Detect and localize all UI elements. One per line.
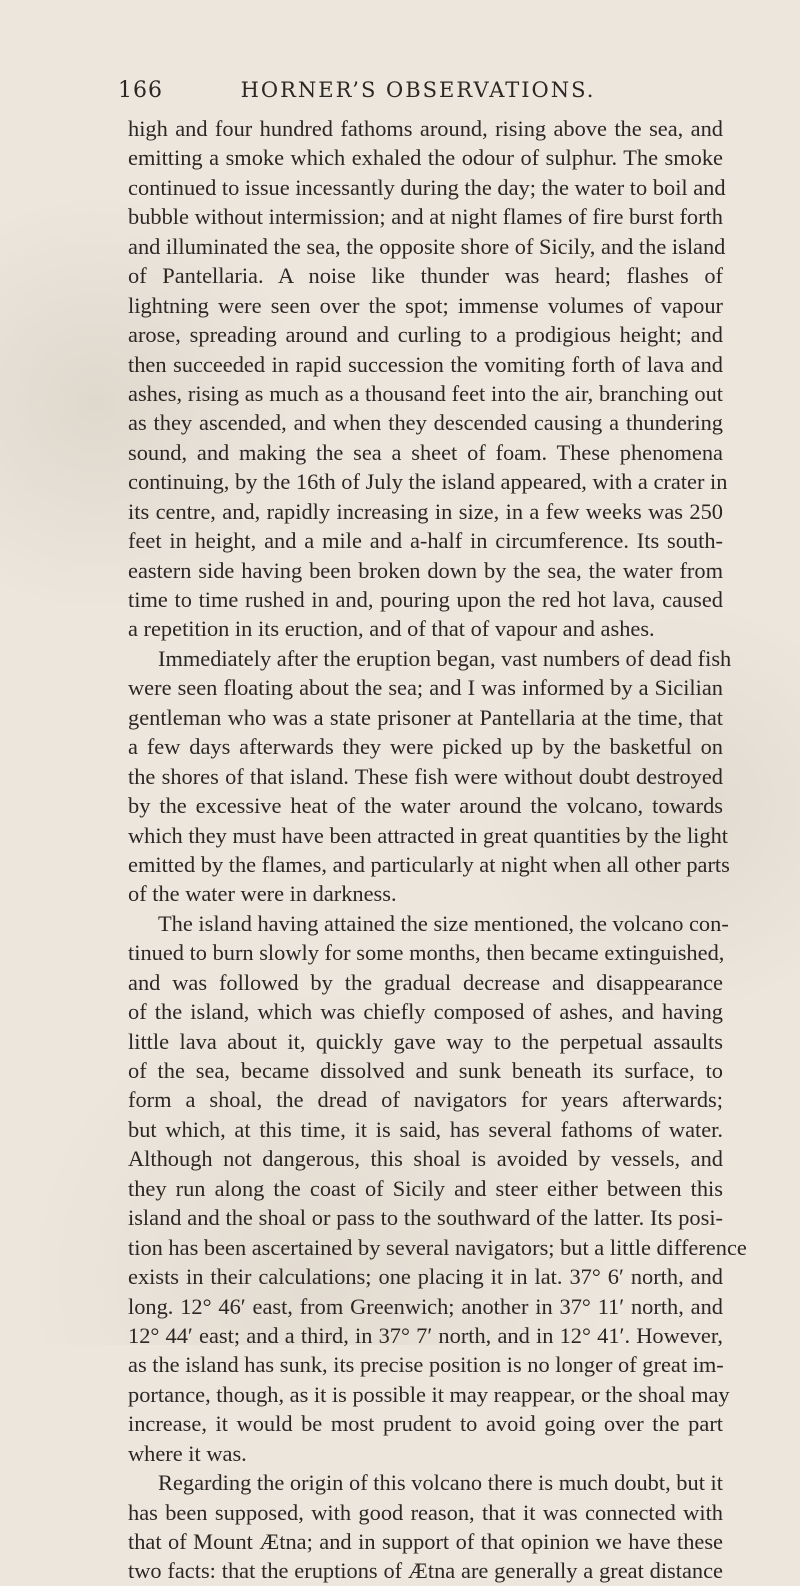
text-line: time to time rushed in and, pouring upon the red hot lava, caused bbox=[128, 587, 723, 612]
text-line: by the excessive heat of the water around the volcano, towards bbox=[128, 793, 723, 819]
paragraph bbox=[128, 114, 728, 644]
paragraph bbox=[128, 1468, 723, 1586]
text-line: of the water were in darkness. bbox=[128, 881, 397, 907]
text-line: The island having attained the size mentioned, the volcano con- bbox=[158, 910, 729, 936]
text-line: feet in height, and a mile and a-half in circumference. Its south- bbox=[128, 528, 723, 554]
text-line: portance, though, as it is possible it may reappear, or the shoal may bbox=[128, 1381, 730, 1407]
text-line: Immediately after the eruption began, vast numbers of dead fish bbox=[158, 645, 732, 671]
page-header bbox=[118, 78, 718, 108]
text-line: of the sea, became dissolved and sunk beneath its surface, to bbox=[128, 1058, 723, 1083]
text-line: its centre, and, rapidly increasing in size, in a few weeks was 250 bbox=[128, 498, 723, 524]
running-head: HORNER’S OBSERVATIONS. bbox=[240, 78, 596, 102]
text-line: bubble without intermission; and at night flames of fire burst forth bbox=[128, 204, 723, 230]
text-line: which they must have been attracted in great quantities by the light bbox=[128, 822, 729, 848]
text-line: little lava about it, quickly gave way to the perpetual assaults bbox=[128, 1028, 723, 1054]
text-line: Although not dangerous, this shoal is avoided by vessels, and bbox=[128, 1146, 723, 1172]
text-line: long. 12° 46′ east, from Greenwich; another in 37° 11′ north, and bbox=[128, 1293, 723, 1319]
text-line: continuing, by the 16th of July the island appeared, with a crater in bbox=[128, 469, 728, 495]
text-line: the shores of that island. These fish were without doubt destroyed bbox=[128, 763, 723, 789]
text-line: as they ascended, and when they descended causing a thundering bbox=[128, 410, 723, 436]
text-line: that of Mount Ætna; and in support of that opinion we have these bbox=[128, 1529, 723, 1554]
text-line: they run along the coast of Sicily and steer either between this bbox=[128, 1175, 723, 1201]
text-line: form a shoal, the dread of navigators for years afterwards; bbox=[128, 1087, 723, 1113]
text-line: continued to issue incessantly during the day; the water to boil and bbox=[128, 174, 726, 200]
text-line: exists in their calculations; one placing it in lat. 37° 6′ north, and bbox=[128, 1264, 723, 1290]
paragraph bbox=[128, 909, 747, 1468]
text-line: gentleman who was a state prisoner at Pantellaria at the time, that bbox=[128, 704, 723, 730]
text-line: sound, and making the sea a sheet of foam. These phenomena bbox=[128, 439, 723, 465]
text-line: high and four hundred fathoms around, rising above the sea, and bbox=[128, 116, 723, 141]
text-line: tinued to burn slowly for some months, then became extinguished, bbox=[128, 940, 725, 966]
text-line: Regarding the origin of this volcano there is much doubt, but it bbox=[158, 1470, 723, 1496]
text-line: and was followed by the gradual decrease and disappearance bbox=[128, 969, 723, 995]
text-line: lightning were seen over the spot; immense volumes of vapour bbox=[128, 292, 723, 318]
text-line: then succeeded in rapid succession the vomiting forth of lava and bbox=[128, 351, 723, 377]
text-line: a repetition in its eruction, and of that of vapour and ashes. bbox=[128, 616, 655, 642]
text-line: arose, spreading around and curling to a prodigious height; and bbox=[128, 322, 723, 348]
text-line: two facts: that the eruptions of Ætna are generally a great distance bbox=[128, 1558, 723, 1584]
text-line: emitting a smoke which exhaled the odour of sulphur. The smoke bbox=[128, 145, 723, 171]
text-line: and illuminated the sea, the opposite shore of Sicily, and the island bbox=[128, 233, 726, 259]
text-line: eastern side having been broken down by the sea, the water from bbox=[128, 557, 723, 583]
text-line: island and the shoal or pass to the southward of the latter. Its posi- bbox=[128, 1205, 723, 1231]
text-line: emitted by the flames, and particularly at night when all other parts bbox=[128, 851, 730, 877]
text-line: increase, it would be most prudent to avoid going over the part bbox=[128, 1411, 723, 1437]
text-line: has been supposed, with good reason, that it was connected with bbox=[128, 1499, 723, 1525]
body-text bbox=[128, 114, 747, 1586]
text-line: tion has been ascertained by several navigators; but a little difference bbox=[128, 1234, 747, 1260]
paragraph bbox=[128, 644, 732, 909]
text-line: of Pantellaria. A noise like thunder was heard; flashes of bbox=[128, 263, 723, 289]
text-line: 12° 44′ east; and a third, in 37° 7′ north, and in 12° 41′. However, bbox=[128, 1322, 723, 1348]
text-line: where it was. bbox=[128, 1440, 247, 1466]
text-line: but which, at this time, it is said, has several fathoms of water. bbox=[128, 1116, 723, 1142]
text-line: were seen floating about the sea; and I was informed by a Sicilian bbox=[128, 675, 723, 701]
page-number: 166 bbox=[118, 78, 163, 103]
text-line: of the island, which was chiefly composed of ashes, and having bbox=[128, 999, 723, 1025]
text-line: a few days afterwards they were picked up by the basketful on bbox=[128, 734, 723, 760]
text-line: as the island has sunk, its precise position is no longer of great im- bbox=[128, 1352, 724, 1378]
text-line: ashes, rising as much as a thousand feet into the air, branching out bbox=[128, 380, 723, 406]
